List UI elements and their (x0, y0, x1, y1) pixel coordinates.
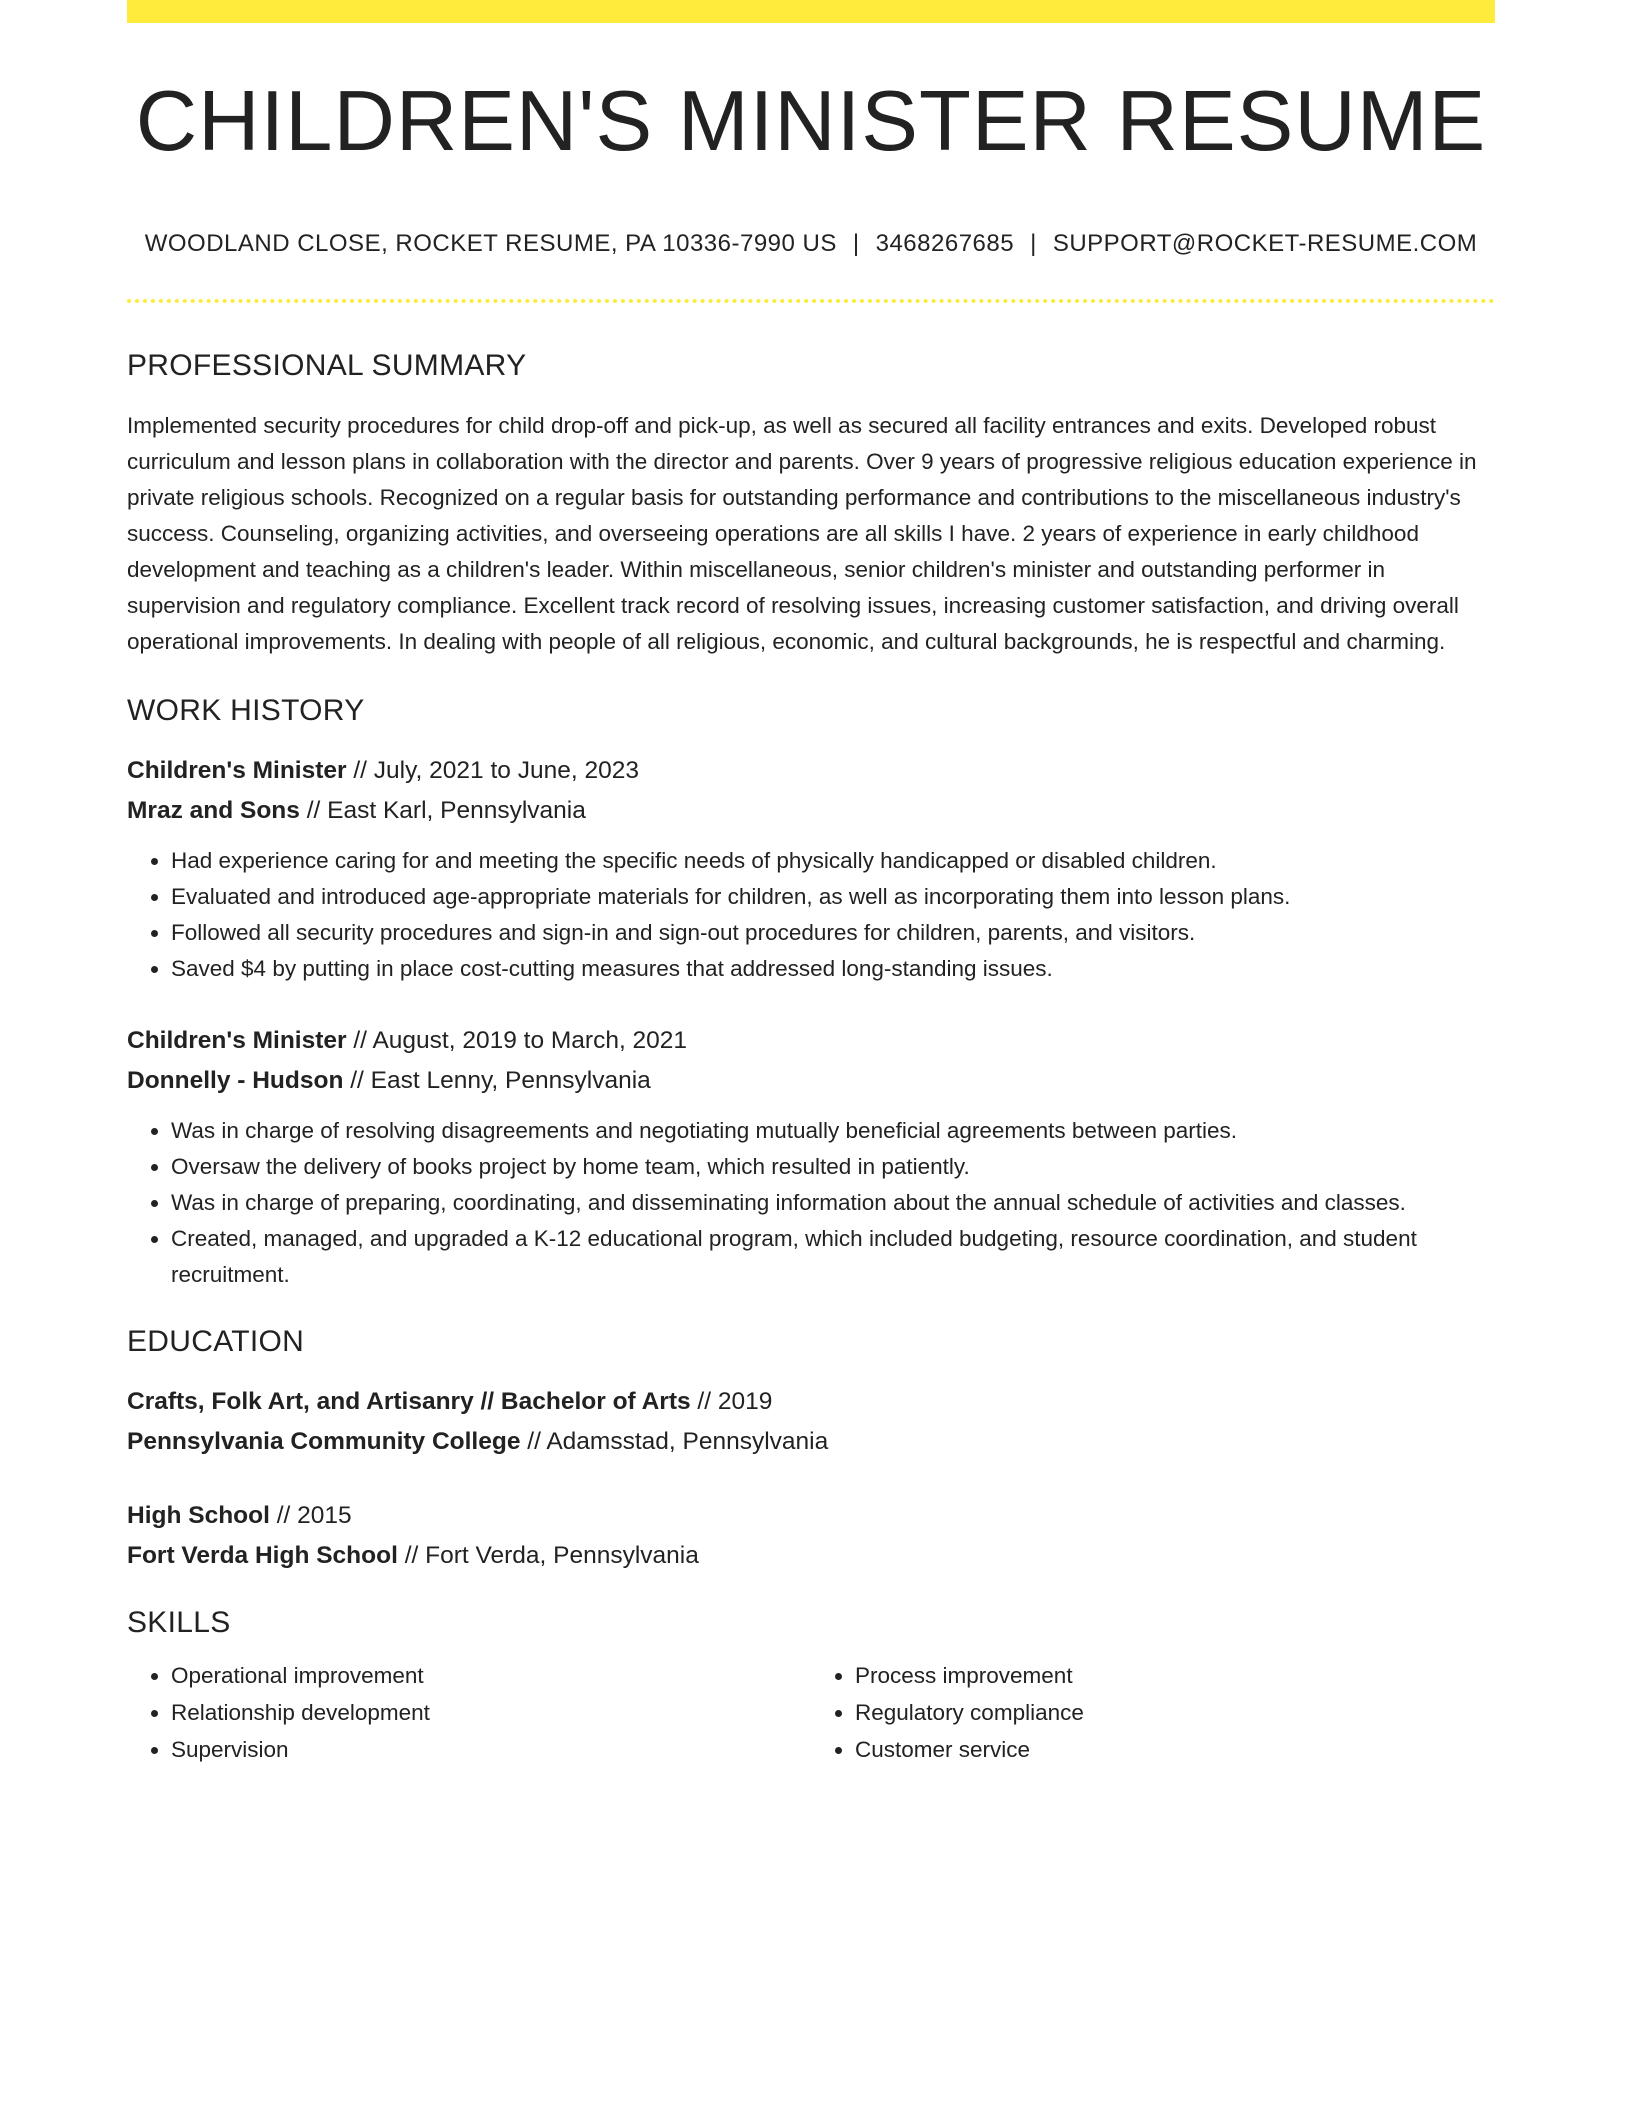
job-title-line (127, 751, 1495, 791)
skills-list-left (127, 1657, 811, 1768)
job-employer: Mraz and Sons (127, 797, 300, 824)
degree-line (127, 1382, 1495, 1422)
section-heading-work-history: WORK HISTORY (127, 694, 365, 727)
job-dates: // July, 2021 to June, 2023 (346, 757, 639, 784)
education-entry (127, 1496, 1495, 1576)
job-dates: // August, 2019 to March, 2021 (346, 1027, 688, 1054)
school-name: Fort Verda High School (127, 1542, 398, 1569)
contact-line (127, 230, 1495, 258)
school-line (127, 1422, 1495, 1462)
skill-item: • Supervision (171, 1731, 811, 1768)
skill-item: • Process improvement (855, 1657, 1495, 1694)
dotted-divider (127, 299, 1495, 303)
degree-line (127, 1496, 1495, 1536)
job-title: Children's Minister (127, 757, 347, 784)
resume-page (127, 0, 1495, 1768)
contact-separator: | (852, 230, 860, 257)
job-title-line (127, 1021, 1495, 1061)
skill-item: • Relationship development (171, 1694, 811, 1731)
job-entry (127, 751, 1495, 987)
section-heading-education: EDUCATION (127, 1325, 305, 1358)
summary-text: Implemented security procedures for child drop-off and pick-up, as well as secured all facility entrances and exits. Developed robust curriculum and lesson plans in collaboration with the director and parents. Over 9 years of progressive religious education experience in private religious schools. Recognized on a regular basis for outstanding performance and contributions to the miscellaneous industry's success. Counseling, organizing activities, and overseeing operations are all skills I have. 2 years of experience in early childhood development and teaching as a children's leader. Within miscellaneous, senior children's minister and outstanding performer in supervision and regulatory compliance. Excellent track record of resolving issues, increasing customer satisfaction, and driving overall operational improvements. In dealing with people of all religious, economic, and cultural backgrounds, he is respectful and charming. (127, 413, 1477, 654)
list-item: • Saved $4 by putting in place cost-cutting measures that addressed long-standing issues. (171, 951, 1495, 987)
accent-bar (127, 0, 1495, 23)
degree-name: High School (127, 1502, 270, 1529)
list-item: • Followed all security procedures and sign-in and sign-out procedures for children, parents, and visitors. (171, 915, 1495, 951)
school-line (127, 1536, 1495, 1576)
job-location: // East Karl, Pennsylvania (299, 797, 586, 824)
job-entry (127, 1021, 1495, 1293)
skill-item: • Regulatory compliance (855, 1694, 1495, 1731)
job-location: // East Lenny, Pennsylvania (343, 1067, 651, 1094)
contact-phone: 3468267685 (875, 230, 1015, 257)
list-item: • Had experience caring for and meeting the specific needs of physically handicapped or disabled children. (171, 843, 1495, 879)
job-title: Children's Minister (127, 1027, 347, 1054)
skill-item: • Customer service (855, 1731, 1495, 1768)
contact-separator: | (1030, 230, 1037, 257)
list-item: • Was in charge of preparing, coordinating, and disseminating information about the annual schedule of activities and classes. (171, 1185, 1495, 1221)
contact-address: WOODLAND CLOSE, ROCKET RESUME, PA 10336-7990 US (144, 230, 837, 257)
skill-item: • Operational improvement (171, 1657, 811, 1694)
section-heading-skills: SKILLS (127, 1606, 231, 1639)
list-item: • Evaluated and introduced age-appropriate materials for children, as well as incorporating them into lesson plans. (171, 879, 1495, 915)
education-entry (127, 1382, 1495, 1462)
list-item: • Oversaw the delivery of books project by home team, which resulted in patiently. (171, 1149, 1495, 1185)
job-employer-line (127, 1061, 1495, 1101)
job-employer-line (127, 791, 1495, 831)
skills-columns (127, 1657, 1495, 1768)
list-item: • Created, managed, and upgraded a K-12 educational program, which included budgeting, resource coordination, and student recruitment. (171, 1221, 1495, 1293)
job-duties-list (127, 1113, 1495, 1293)
degree-year: // 2015 (269, 1502, 352, 1529)
school-name: Pennsylvania Community College (127, 1428, 521, 1455)
list-item: • Was in charge of resolving disagreements and negotiating mutually beneficial agreements between parties. (171, 1113, 1495, 1149)
degree-name: Crafts, Folk Art, and Artisanry // Bachelor of Arts (127, 1388, 691, 1415)
resume-title: CHILDREN'S MINISTER RESUME (135, 74, 1487, 169)
job-employer: Donnelly - Hudson (127, 1067, 344, 1094)
school-location: // Adamsstad, Pennsylvania (520, 1428, 829, 1455)
job-duties-list (127, 843, 1495, 987)
school-location: // Fort Verda, Pennsylvania (397, 1542, 699, 1569)
degree-year: // 2019 (690, 1388, 773, 1415)
contact-email: SUPPORT@ROCKET-RESUME.COM (1052, 230, 1478, 257)
section-heading-summary: PROFESSIONAL SUMMARY (127, 349, 527, 382)
skills-list-right (811, 1657, 1495, 1768)
